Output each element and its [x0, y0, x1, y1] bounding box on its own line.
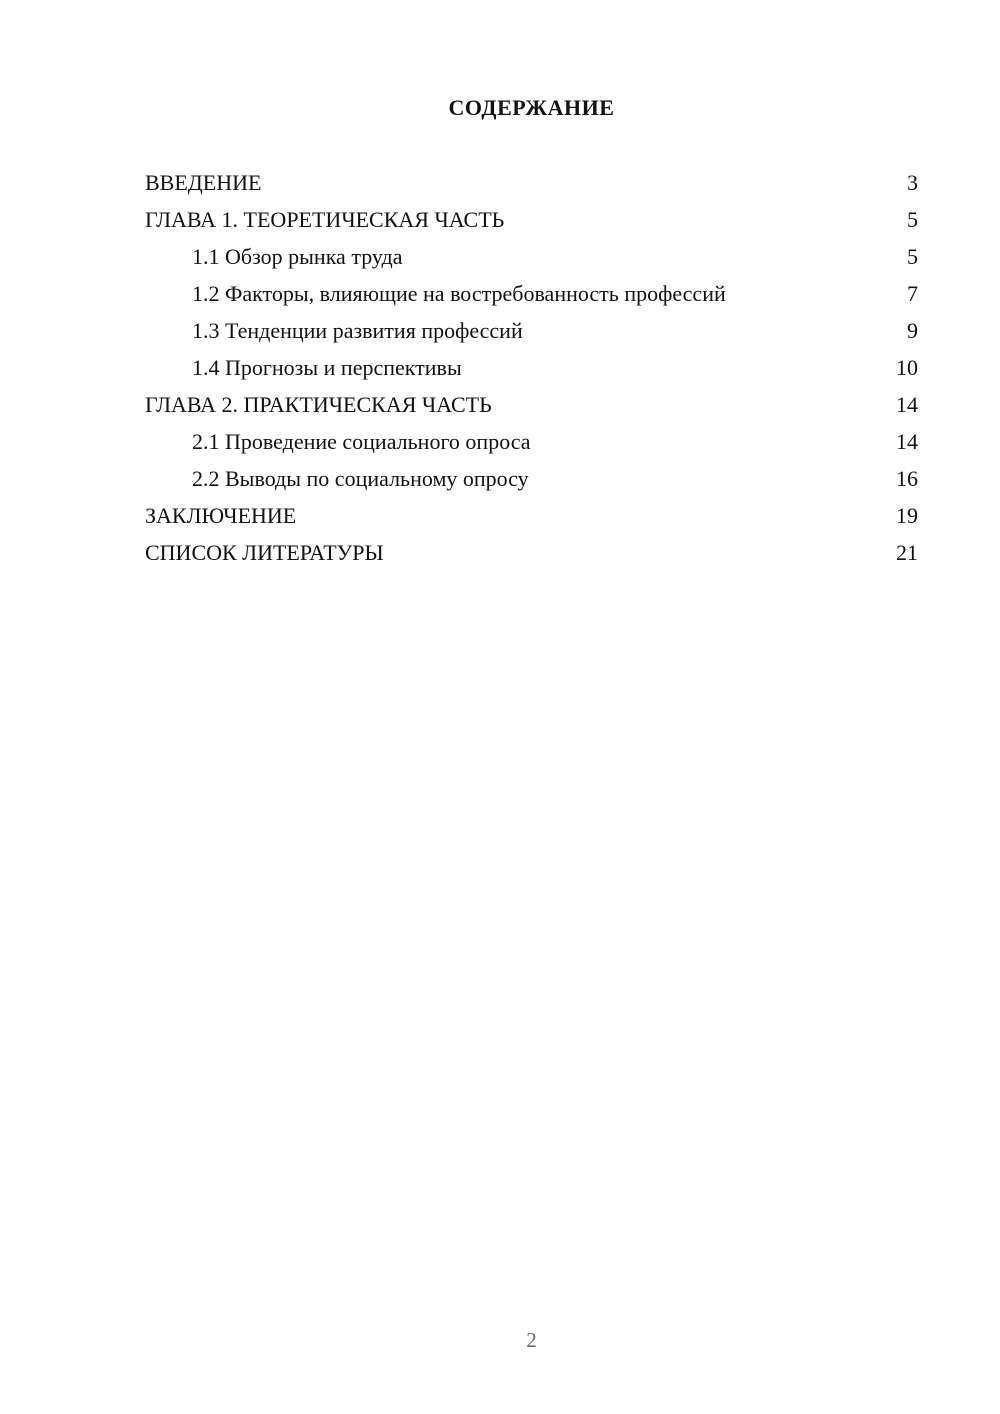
toc-list: [145, 164, 918, 571]
toc-entry-label: 1.4 Прогнозы и перспективы: [192, 355, 462, 380]
toc-entry-label: 1.2 Факторы, влияющие на востребованность профессий: [192, 281, 726, 306]
toc-entry-label: ЗАКЛЮЧЕНИЕ: [145, 503, 297, 528]
toc-entry-page-number: 5: [907, 207, 918, 232]
toc-entry-page-number: 5: [907, 244, 918, 269]
toc-entry[interactable]: [145, 201, 918, 238]
toc-section: [145, 89, 918, 571]
toc-entry-label: СПИСОК ЛИТЕРАТУРЫ: [145, 540, 384, 565]
toc-entry-page-number: 3: [907, 170, 918, 195]
toc-entry-label: 2.1 Проведение социального опроса: [192, 429, 531, 454]
toc-entry[interactable]: [145, 238, 918, 275]
page-number: 2: [526, 1328, 537, 1352]
toc-entry-label: ГЛАВА 2. ПРАКТИЧЕСКАЯ ЧАСТЬ: [145, 392, 492, 417]
toc-entry-label: 2.2 Выводы по социальному опросу: [192, 466, 529, 491]
toc-entry[interactable]: [145, 497, 918, 534]
toc-entry[interactable]: [145, 275, 918, 312]
toc-entry-label: 1.1 Обзор рынка труда: [192, 244, 403, 269]
toc-entry-page-number: 10: [896, 355, 918, 380]
toc-title: СОДЕРЖАНИЕ: [448, 95, 615, 120]
toc-entry-page-number: 14: [896, 429, 918, 454]
toc-entry[interactable]: [145, 312, 918, 349]
toc-entry[interactable]: [145, 386, 918, 423]
toc-entry-page-number: 14: [896, 392, 918, 417]
toc-entry[interactable]: [145, 423, 918, 460]
toc-entry-page-number: 7: [907, 281, 918, 306]
toc-entry-label: ГЛАВА 1. ТЕОРЕТИЧЕСКАЯ ЧАСТЬ: [145, 207, 505, 232]
toc-entry-label: 1.3 Тенденции развития профессий: [192, 318, 523, 343]
page-footer: [145, 1322, 918, 1359]
toc-entry-label: ВВЕДЕНИЕ: [145, 170, 262, 195]
toc-entry[interactable]: [145, 349, 918, 386]
toc-entry[interactable]: [145, 460, 918, 497]
toc-entry-page-number: 21: [896, 540, 918, 565]
toc-entry-page-number: 16: [896, 466, 918, 491]
toc-entry-page-number: 9: [907, 318, 918, 343]
toc-entry-page-number: 19: [896, 503, 918, 528]
toc-entry[interactable]: [145, 534, 918, 571]
toc-entry[interactable]: [145, 164, 918, 201]
